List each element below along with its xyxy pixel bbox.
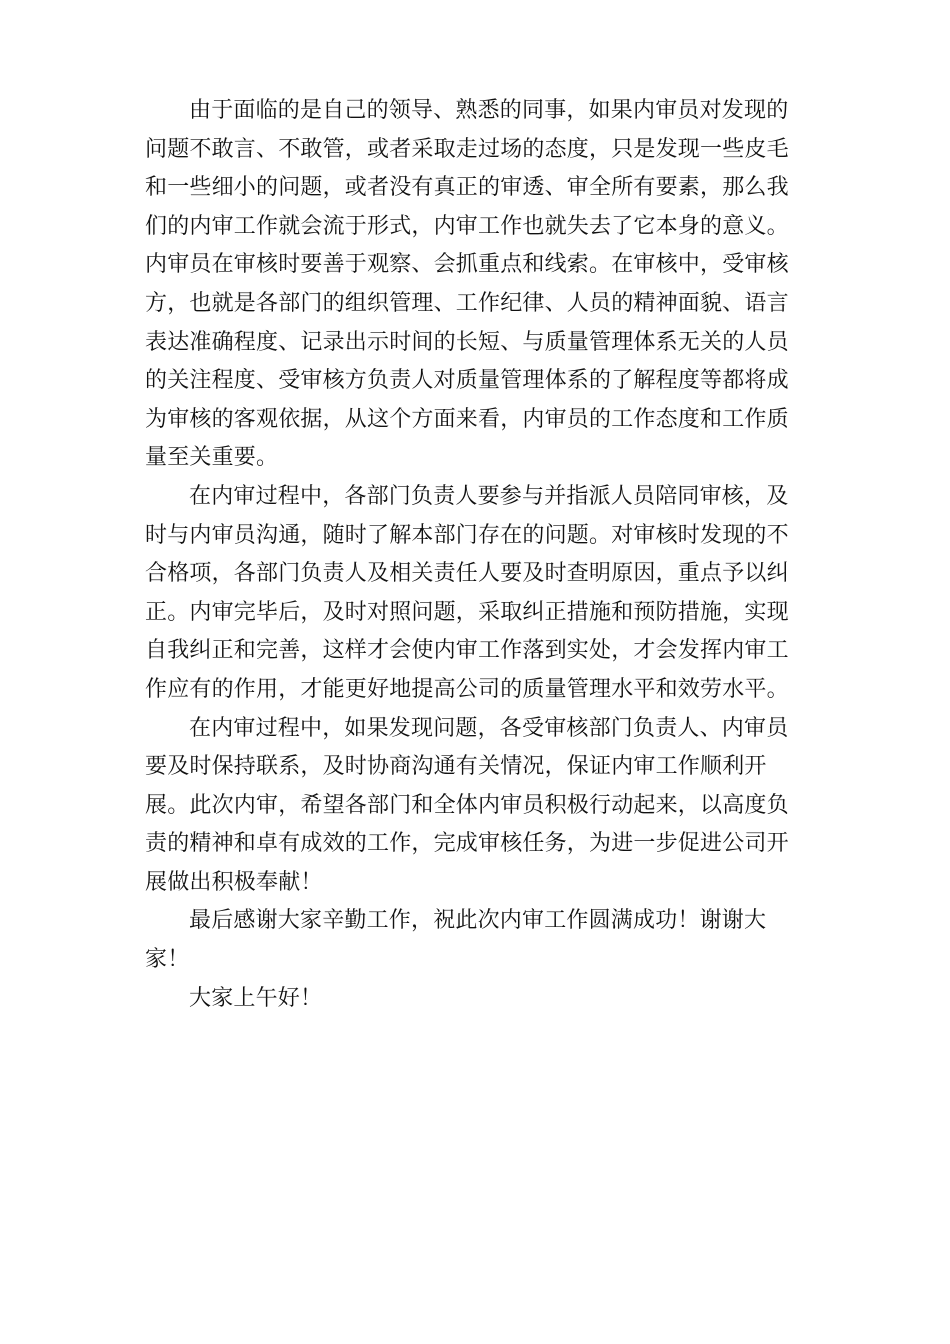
text-line: 展。此次内审，希望各部门和全体内审员积极行动起来，以高度负 xyxy=(145,792,789,818)
text-line: 正。内审完毕后，及时对照问题，采取纠正措施和预防措施，实现 xyxy=(145,599,789,625)
text-line: 时与内审员沟通，随时了解本部门存在的问题。对审核时发现的不 xyxy=(145,522,789,548)
document-body xyxy=(145,92,805,1018)
text-line: 们的内审工作就会流于形式，内审工作也就失去了它本身的意义。 xyxy=(145,213,789,239)
text-line: 和一些细小的问题，或者没有真正的审透、审全所有要素，那么我 xyxy=(145,175,789,201)
text-line: 表达准确程度、记录出示时间的长短、与质量管理体系无关的人员 xyxy=(145,329,789,355)
text-line: 的关注程度、受审核方负责人对质量管理体系的了解程度等都将成 xyxy=(145,368,789,394)
text-line: 方，也就是各部门的组织管理、工作纪律、人员的精神面貌、语言 xyxy=(145,290,789,316)
text-line: 为审核的客观依据，从这个方面来看，内审员的工作态度和工作质 xyxy=(145,406,789,432)
text-line: 最后感谢大家辛勤工作，祝此次内审工作圆满成功！谢谢大 xyxy=(189,908,767,934)
text-line: 量至关重要。 xyxy=(145,445,279,471)
text-line: 由于面临的是自己的领导、熟悉的同事，如果内审员对发现的 xyxy=(189,98,789,123)
text-line: 责的精神和卓有成效的工作，完成审核任务，为进一步促进公司开 xyxy=(145,831,789,857)
text-line: 问题不敢言、不敢管，或者采取走过场的态度，只是发现一些皮毛 xyxy=(145,136,789,162)
text-line: 在内审过程中，如果发现问题，各受审核部门负责人、内审员 xyxy=(189,715,789,741)
text-line: 内审员在审核时要善于观察、会抓重点和线索。在审核中，受审核 xyxy=(145,252,789,278)
text-line: 展做出积极奉献！ xyxy=(145,869,323,895)
text-line: 大家上午好！ xyxy=(189,985,323,1011)
text-line: 在内审过程中，各部门负责人要参与并指派人员陪同审核，及 xyxy=(189,483,789,509)
text-line: 家！ xyxy=(145,947,190,973)
text-line: 合格项，各部门负责人及相关责任人要及时查明原因，重点予以纠 xyxy=(145,561,789,587)
text-line: 要及时保持联系，及时协商沟通有关情况，保证内审工作顺利开 xyxy=(145,754,767,780)
text-line: 作应有的作用，才能更好地提高公司的质量管理水平和效劳水平。 xyxy=(145,676,789,702)
text-line: 自我纠正和完善，这样才会使内审工作落到实处，才会发挥内审工 xyxy=(145,638,789,664)
